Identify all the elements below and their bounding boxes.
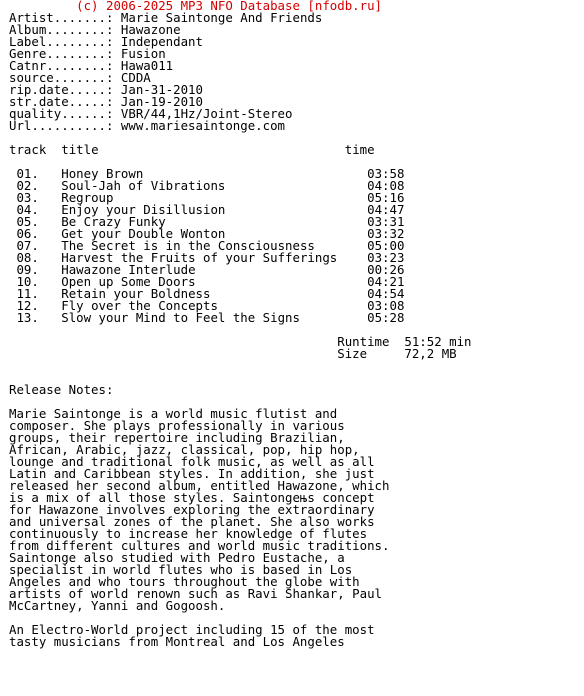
track-number: 01. bbox=[16, 166, 39, 181]
track-number: 12. bbox=[16, 298, 39, 313]
track-title: Hawazone Interlude bbox=[61, 262, 196, 277]
release-notes-line: composer. She plays professionally in various bbox=[9, 418, 345, 433]
release-notes-line: is a mix of all those styles. Saintongeњs concept bbox=[9, 490, 375, 505]
track-time: 03:32 bbox=[367, 226, 405, 241]
release-notes-line: continuously to increase her knowledge of flutes bbox=[9, 526, 368, 541]
release-notes-line: specialist in world flutes who is based in Los bbox=[9, 562, 353, 577]
track-time: 05:28 bbox=[367, 310, 405, 325]
track-title: Slow your Mind to Feel the Signs bbox=[61, 310, 300, 325]
track-time: 05:16 bbox=[367, 190, 405, 205]
nfo-document bbox=[9, 0, 472, 648]
track-time: 04:54 bbox=[367, 286, 405, 301]
track-title: Fly over the Concepts bbox=[61, 298, 218, 313]
meta-value: VBR/44,1Hz/Joint-Stereo bbox=[120, 106, 293, 121]
meta-value: Jan-19-2010 bbox=[120, 94, 203, 109]
meta-key: Label........: bbox=[9, 34, 114, 49]
track-time: 03:23 bbox=[367, 250, 405, 265]
meta-row-url bbox=[9, 120, 472, 132]
release-notes-line: from different cultures and world music traditions. bbox=[9, 538, 390, 553]
release-notes-line: released her second album, entitled Hawazone, which bbox=[9, 478, 390, 493]
track-column-header: track bbox=[9, 142, 47, 157]
meta-key: quality......: bbox=[9, 106, 114, 121]
track-time: 04:08 bbox=[367, 178, 405, 193]
track-number: 07. bbox=[16, 238, 39, 253]
meta-key: Url..........: bbox=[9, 118, 114, 133]
meta-key: rip.date.....: bbox=[9, 82, 114, 97]
track-title: Honey Brown bbox=[61, 166, 144, 181]
release-notes-line: and universal zones of the planet. She also works bbox=[9, 514, 375, 529]
release-notes-line: for Hawazone involves exploring the extraordinary bbox=[9, 502, 375, 517]
release-notes-line: tasty musicians from Montreal and Los Angeles bbox=[9, 634, 345, 649]
meta-key: Artist.......: bbox=[9, 10, 114, 25]
header-text: (c) 2006-2025 MP3 NFO Database [nfodb.ru] bbox=[76, 0, 382, 13]
track-number: 02. bbox=[16, 178, 39, 193]
meta-key: Catnr........: bbox=[9, 58, 114, 73]
release-notes-line: lounge and traditional folk music, as well as all bbox=[9, 454, 375, 469]
release-notes-line: Marie Saintonge is a world music flutist and bbox=[9, 406, 338, 421]
meta-value: Hawa011 bbox=[120, 58, 174, 73]
track-number: 08. bbox=[16, 250, 39, 265]
time-column-header: time bbox=[344, 142, 375, 157]
track-title: The Secret is in the Consciousness bbox=[61, 238, 315, 253]
track-number: 05. bbox=[16, 214, 39, 229]
release-notes-line: African, Arabic, jazz, classical, pop, hip hop, bbox=[9, 442, 360, 457]
track-number: 11. bbox=[16, 286, 39, 301]
track-time: 04:47 bbox=[367, 202, 405, 217]
track-title: Soul-Jah of Vibrations bbox=[61, 178, 226, 193]
meta-value: www.mariesaintonge.com bbox=[120, 118, 286, 133]
track-row bbox=[9, 312, 472, 324]
track-time: 03:08 bbox=[367, 298, 405, 313]
meta-key: source.......: bbox=[9, 70, 114, 85]
tracklist-header bbox=[9, 144, 472, 156]
track-title: Retain your Boldness bbox=[61, 286, 211, 301]
size-value: 72,2 MB bbox=[404, 346, 457, 361]
track-time: 05:00 bbox=[367, 238, 405, 253]
meta-key: Album........: bbox=[9, 22, 114, 37]
release-notes-line: An Electro-World project including 15 of the most bbox=[9, 622, 375, 637]
track-time: 03:31 bbox=[367, 214, 405, 229]
meta-value: Jan-31-2010 bbox=[120, 82, 203, 97]
release-notes-line: Saintonge also studied with Pedro Eustache, a bbox=[9, 550, 345, 565]
release-notes-line: Latin and Caribbean styles. In addition, she just bbox=[9, 466, 375, 481]
track-title: Regroup bbox=[61, 190, 114, 205]
release-notes-line: McCartney, Yanni and Gogoosh. bbox=[9, 598, 226, 613]
track-number: 03. bbox=[16, 190, 39, 205]
track-number: 04. bbox=[16, 202, 39, 217]
track-title: Get your Double Wonton bbox=[61, 226, 226, 241]
meta-key: str.date.....: bbox=[9, 94, 114, 109]
meta-key: Genre........: bbox=[9, 46, 114, 61]
meta-value: Hawazone bbox=[120, 22, 181, 37]
meta-value: Fusion bbox=[120, 46, 166, 61]
track-title: Harvest the Fruits of your Sufferings bbox=[61, 250, 338, 265]
release-notes-line: groups, their repertoire including Brazilian, bbox=[9, 430, 345, 445]
track-number: 10. bbox=[16, 274, 39, 289]
track-number: 13. bbox=[16, 310, 39, 325]
blank-line bbox=[9, 360, 472, 372]
track-time: 04:21 bbox=[367, 274, 405, 289]
runtime-label: Runtime bbox=[337, 334, 390, 349]
meta-value: CDDA bbox=[120, 70, 151, 85]
release-notes-line: Angeles and who tours throughout the globe with bbox=[9, 574, 360, 589]
meta-value: Marie Saintonge And Friends bbox=[120, 10, 323, 25]
track-time: 00:26 bbox=[367, 262, 405, 277]
title-column-header: title bbox=[61, 142, 99, 157]
track-number: 06. bbox=[16, 226, 39, 241]
track-title: Enjoy your Disillusion bbox=[61, 202, 226, 217]
size-row bbox=[9, 348, 472, 360]
track-number: 09. bbox=[16, 262, 39, 277]
track-title: Be Crazy Funky bbox=[61, 214, 166, 229]
track-title: Open up Some Doors bbox=[61, 274, 196, 289]
runtime-value: 51:52 min bbox=[404, 334, 472, 349]
meta-value: Independant bbox=[120, 34, 203, 49]
size-label: Size bbox=[337, 346, 368, 361]
release-notes-line: artists of world renown such as Ravi Shankar, Paul bbox=[9, 586, 382, 601]
release-notes-heading: Release Notes: bbox=[9, 382, 114, 397]
track-time: 03:58 bbox=[367, 166, 405, 181]
